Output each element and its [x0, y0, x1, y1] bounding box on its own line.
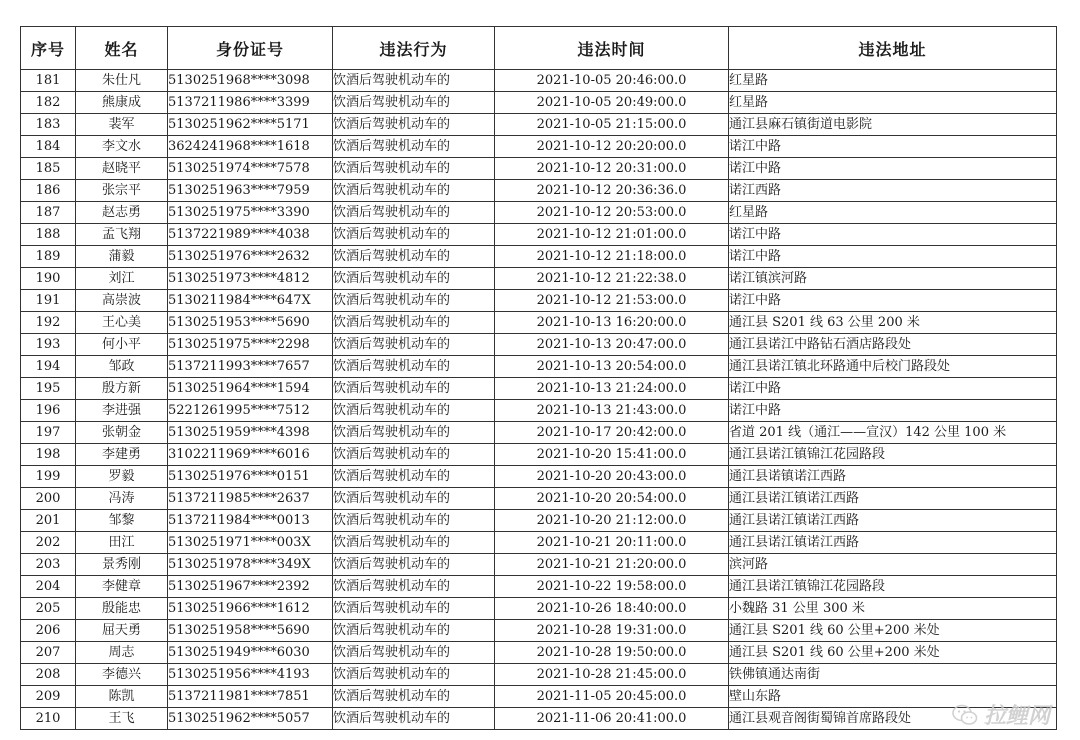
cell-address: 通江县诺江镇锦江花园路段 — [729, 576, 1057, 598]
header-name: 姓名 — [76, 27, 168, 70]
cell-name: 殷能忠 — [76, 598, 168, 620]
cell-violation: 饮酒后驾驶机动车的 — [333, 664, 495, 686]
cell-time: 2021-10-13 16:20:00.0 — [495, 312, 729, 334]
cell-seq: 197 — [21, 422, 76, 444]
cell-violation: 饮酒后驾驶机动车的 — [333, 92, 495, 114]
cell-seq: 206 — [21, 620, 76, 642]
cell-seq: 205 — [21, 598, 76, 620]
cell-id-number: 5137211986****3399 — [168, 92, 333, 114]
cell-seq: 187 — [21, 202, 76, 224]
table-row — [21, 334, 1057, 356]
cell-address: 诺江中路 — [729, 158, 1057, 180]
cell-violation: 饮酒后驾驶机动车的 — [333, 246, 495, 268]
cell-violation: 饮酒后驾驶机动车的 — [333, 114, 495, 136]
cell-violation: 饮酒后驾驶机动车的 — [333, 422, 495, 444]
cell-violation: 饮酒后驾驶机动车的 — [333, 400, 495, 422]
cell-time: 2021-10-13 20:47:00.0 — [495, 334, 729, 356]
cell-name: 熊康成 — [76, 92, 168, 114]
cell-seq: 188 — [21, 224, 76, 246]
table-row — [21, 620, 1057, 642]
cell-name: 刘江 — [76, 268, 168, 290]
cell-seq: 203 — [21, 554, 76, 576]
cell-name: 李德兴 — [76, 664, 168, 686]
cell-time: 2021-10-05 20:46:00.0 — [495, 70, 729, 92]
cell-violation: 饮酒后驾驶机动车的 — [333, 642, 495, 664]
cell-seq: 208 — [21, 664, 76, 686]
cell-seq: 202 — [21, 532, 76, 554]
cell-time: 2021-10-13 21:24:00.0 — [495, 378, 729, 400]
cell-address: 诺江西路 — [729, 180, 1057, 202]
cell-seq: 201 — [21, 510, 76, 532]
cell-id-number: 3102211969****6016 — [168, 444, 333, 466]
table-header-row — [21, 27, 1057, 70]
table-row — [21, 554, 1057, 576]
cell-time: 2021-11-05 20:45:00.0 — [495, 686, 729, 708]
cell-id-number: 5130251953****5690 — [168, 312, 333, 334]
cell-id-number: 5130251958****5690 — [168, 620, 333, 642]
cell-time: 2021-10-28 19:31:00.0 — [495, 620, 729, 642]
cell-violation: 饮酒后驾驶机动车的 — [333, 466, 495, 488]
cell-id-number: 5130251959****4398 — [168, 422, 333, 444]
cell-time: 2021-10-20 20:43:00.0 — [495, 466, 729, 488]
cell-seq: 185 — [21, 158, 76, 180]
cell-time: 2021-10-12 21:53:00.0 — [495, 290, 729, 312]
cell-address: 通江县诺江镇诺江西路 — [729, 488, 1057, 510]
cell-id-number: 5130251973****4812 — [168, 268, 333, 290]
table-row — [21, 70, 1057, 92]
cell-time: 2021-10-28 21:45:00.0 — [495, 664, 729, 686]
cell-time: 2021-10-22 19:58:00.0 — [495, 576, 729, 598]
cell-seq: 181 — [21, 70, 76, 92]
cell-name: 屈天勇 — [76, 620, 168, 642]
cell-address: 诺江中路 — [729, 246, 1057, 268]
cell-time: 2021-10-21 20:11:00.0 — [495, 532, 729, 554]
cell-name: 王心美 — [76, 312, 168, 334]
cell-violation: 饮酒后驾驶机动车的 — [333, 510, 495, 532]
cell-address: 诺江中路 — [729, 378, 1057, 400]
cell-address: 通江县 S201 线 60 公里+200 米处 — [729, 642, 1057, 664]
cell-address: 壁山东路 — [729, 686, 1057, 708]
cell-violation: 饮酒后驾驶机动车的 — [333, 180, 495, 202]
table-row — [21, 422, 1057, 444]
cell-name: 邹政 — [76, 356, 168, 378]
cell-id-number: 5130251975****3390 — [168, 202, 333, 224]
cell-time: 2021-10-20 20:54:00.0 — [495, 488, 729, 510]
cell-address: 滨河路 — [729, 554, 1057, 576]
cell-time: 2021-10-12 20:36:36.0 — [495, 180, 729, 202]
cell-name: 李文水 — [76, 136, 168, 158]
cell-time: 2021-10-12 21:18:00.0 — [495, 246, 729, 268]
cell-seq: 207 — [21, 642, 76, 664]
cell-id-number: 5130251968****3098 — [168, 70, 333, 92]
table-row — [21, 268, 1057, 290]
cell-address: 诺江中路 — [729, 136, 1057, 158]
cell-time: 2021-10-28 19:50:00.0 — [495, 642, 729, 664]
cell-id-number: 5137211981****7851 — [168, 686, 333, 708]
cell-address: 通江县诺江镇锦江花园路段 — [729, 444, 1057, 466]
cell-address: 通江县 S201 线 63 公里 200 米 — [729, 312, 1057, 334]
cell-name: 赵志勇 — [76, 202, 168, 224]
cell-address: 通江县诺江镇诺江西路 — [729, 510, 1057, 532]
table-row — [21, 224, 1057, 246]
cell-seq: 192 — [21, 312, 76, 334]
table-row — [21, 576, 1057, 598]
cell-address: 通江县诺江镇北环路通中后校门路段处 — [729, 356, 1057, 378]
cell-violation: 饮酒后驾驶机动车的 — [333, 620, 495, 642]
cell-violation: 饮酒后驾驶机动车的 — [333, 268, 495, 290]
cell-name: 陈凯 — [76, 686, 168, 708]
cell-id-number: 5130251967****2392 — [168, 576, 333, 598]
cell-seq: 210 — [21, 708, 76, 730]
table-row — [21, 532, 1057, 554]
cell-id-number: 5137211984****0013 — [168, 510, 333, 532]
table-row — [21, 246, 1057, 268]
table-row — [21, 466, 1057, 488]
cell-id-number: 5130251963****7959 — [168, 180, 333, 202]
cell-time: 2021-10-05 20:49:00.0 — [495, 92, 729, 114]
cell-id-number: 5130251975****2298 — [168, 334, 333, 356]
table-row — [21, 290, 1057, 312]
cell-violation: 饮酒后驾驶机动车的 — [333, 312, 495, 334]
table-row — [21, 180, 1057, 202]
cell-time: 2021-10-12 21:22:38.0 — [495, 268, 729, 290]
cell-address: 小魏路 31 公里 300 米 — [729, 598, 1057, 620]
header-violation: 违法行为 — [333, 27, 495, 70]
cell-name: 殷方新 — [76, 378, 168, 400]
cell-seq: 184 — [21, 136, 76, 158]
cell-address: 诺江镇滨河路 — [729, 268, 1057, 290]
cell-violation: 饮酒后驾驶机动车的 — [333, 136, 495, 158]
cell-name: 周志 — [76, 642, 168, 664]
watermark — [952, 699, 1050, 730]
table-row — [21, 356, 1057, 378]
table-row — [21, 378, 1057, 400]
cell-address: 红星路 — [729, 202, 1057, 224]
cell-name: 何小平 — [76, 334, 168, 356]
header-id: 身份证号 — [168, 27, 333, 70]
cell-violation: 饮酒后驾驶机动车的 — [333, 598, 495, 620]
cell-seq: 182 — [21, 92, 76, 114]
cell-violation: 饮酒后驾驶机动车的 — [333, 224, 495, 246]
cell-name: 王飞 — [76, 708, 168, 730]
cell-address: 诺江中路 — [729, 400, 1057, 422]
cell-seq: 193 — [21, 334, 76, 356]
table-row — [21, 444, 1057, 466]
cell-name: 孟飞翔 — [76, 224, 168, 246]
cell-seq: 186 — [21, 180, 76, 202]
table-row — [21, 642, 1057, 664]
table-row — [21, 708, 1057, 730]
cell-name: 冯涛 — [76, 488, 168, 510]
cell-name: 裴军 — [76, 114, 168, 136]
table-row — [21, 158, 1057, 180]
cell-seq: 191 — [21, 290, 76, 312]
cell-id-number: 5130211984****647X — [168, 290, 333, 312]
cell-address: 通江县诺江中路钻石酒店路段处 — [729, 334, 1057, 356]
cell-violation: 饮酒后驾驶机动车的 — [333, 444, 495, 466]
cell-id-number: 5137221989****4038 — [168, 224, 333, 246]
cell-id-number: 5130251976****2632 — [168, 246, 333, 268]
cell-seq: 200 — [21, 488, 76, 510]
cell-id-number: 5130251974****7578 — [168, 158, 333, 180]
table-row — [21, 312, 1057, 334]
cell-violation: 饮酒后驾驶机动车的 — [333, 202, 495, 224]
cell-address: 红星路 — [729, 70, 1057, 92]
cell-address: 省道 201 线（通江——宣汉）142 公里 100 米 — [729, 422, 1057, 444]
cell-id-number: 5130251962****5171 — [168, 114, 333, 136]
wechat-icon — [952, 704, 978, 726]
cell-id-number: 5221261995****7512 — [168, 400, 333, 422]
cell-seq: 198 — [21, 444, 76, 466]
cell-seq: 190 — [21, 268, 76, 290]
cell-time: 2021-10-17 20:42:00.0 — [495, 422, 729, 444]
cell-time: 2021-10-20 21:12:00.0 — [495, 510, 729, 532]
cell-seq: 194 — [21, 356, 76, 378]
cell-name: 李健章 — [76, 576, 168, 598]
cell-violation: 饮酒后驾驶机动车的 — [333, 686, 495, 708]
cell-name: 张宗平 — [76, 180, 168, 202]
cell-name: 罗毅 — [76, 466, 168, 488]
cell-address: 通江县观音阁街蜀锦首席路段处 — [729, 708, 1057, 730]
cell-address: 诺江中路 — [729, 224, 1057, 246]
table-row — [21, 488, 1057, 510]
cell-id-number: 3624241968****1618 — [168, 136, 333, 158]
cell-violation: 饮酒后驾驶机动车的 — [333, 356, 495, 378]
cell-name: 田江 — [76, 532, 168, 554]
table-row — [21, 510, 1057, 532]
cell-name: 高崇波 — [76, 290, 168, 312]
cell-time: 2021-10-20 15:41:00.0 — [495, 444, 729, 466]
violation-records-table — [20, 26, 1057, 730]
cell-violation: 饮酒后驾驶机动车的 — [333, 334, 495, 356]
cell-seq: 199 — [21, 466, 76, 488]
cell-violation: 饮酒后驾驶机动车的 — [333, 532, 495, 554]
cell-address: 通江县诺江镇诺江西路 — [729, 532, 1057, 554]
cell-id-number: 5130251962****5057 — [168, 708, 333, 730]
cell-time: 2021-10-12 20:31:00.0 — [495, 158, 729, 180]
watermark-text: 拉鲤网 — [983, 704, 1050, 729]
table-row — [21, 202, 1057, 224]
cell-time: 2021-10-26 18:40:00.0 — [495, 598, 729, 620]
table-body — [21, 70, 1057, 730]
table-row — [21, 114, 1057, 136]
table-row — [21, 686, 1057, 708]
header-address: 违法地址 — [729, 27, 1057, 70]
cell-name: 赵晓平 — [76, 158, 168, 180]
cell-time: 2021-10-05 21:15:00.0 — [495, 114, 729, 136]
cell-address: 通江县麻石镇街道电影院 — [729, 114, 1057, 136]
cell-time: 2021-10-12 20:20:00.0 — [495, 136, 729, 158]
cell-time: 2021-10-13 20:54:00.0 — [495, 356, 729, 378]
cell-id-number: 5137211985****2637 — [168, 488, 333, 510]
cell-address: 通江县 S201 线 60 公里+200 米处 — [729, 620, 1057, 642]
cell-seq: 183 — [21, 114, 76, 136]
table-row — [21, 664, 1057, 686]
cell-seq: 195 — [21, 378, 76, 400]
cell-time: 2021-10-13 21:43:00.0 — [495, 400, 729, 422]
cell-violation: 饮酒后驾驶机动车的 — [333, 378, 495, 400]
cell-name: 景秀刚 — [76, 554, 168, 576]
cell-time: 2021-10-12 20:53:00.0 — [495, 202, 729, 224]
cell-id-number: 5130251949****6030 — [168, 642, 333, 664]
cell-name: 张朝金 — [76, 422, 168, 444]
cell-violation: 饮酒后驾驶机动车的 — [333, 290, 495, 312]
cell-seq: 209 — [21, 686, 76, 708]
cell-time: 2021-10-12 21:01:00.0 — [495, 224, 729, 246]
cell-address: 通江县诺镇诺江西路 — [729, 466, 1057, 488]
table-row — [21, 598, 1057, 620]
cell-violation: 饮酒后驾驶机动车的 — [333, 554, 495, 576]
cell-violation: 饮酒后驾驶机动车的 — [333, 708, 495, 730]
cell-time: 2021-10-21 21:20:00.0 — [495, 554, 729, 576]
header-seq: 序号 — [21, 27, 76, 70]
cell-seq: 204 — [21, 576, 76, 598]
cell-id-number: 5137211993****7657 — [168, 356, 333, 378]
header-time: 违法时间 — [495, 27, 729, 70]
cell-id-number: 5130251964****1594 — [168, 378, 333, 400]
cell-id-number: 5130251976****0151 — [168, 466, 333, 488]
table-row — [21, 400, 1057, 422]
cell-seq: 196 — [21, 400, 76, 422]
cell-time: 2021-11-06 20:41:00.0 — [495, 708, 729, 730]
cell-id-number: 5130251978****349X — [168, 554, 333, 576]
cell-violation: 饮酒后驾驶机动车的 — [333, 70, 495, 92]
cell-name: 李建勇 — [76, 444, 168, 466]
cell-seq: 189 — [21, 246, 76, 268]
cell-violation: 饮酒后驾驶机动车的 — [333, 158, 495, 180]
cell-address: 诺江中路 — [729, 290, 1057, 312]
cell-id-number: 5130251966****1612 — [168, 598, 333, 620]
cell-id-number: 5130251956****4193 — [168, 664, 333, 686]
cell-address: 铁佛镇通达南街 — [729, 664, 1057, 686]
cell-name: 朱仕凡 — [76, 70, 168, 92]
table-row — [21, 136, 1057, 158]
cell-id-number: 5130251971****003X — [168, 532, 333, 554]
table-row — [21, 92, 1057, 114]
cell-name: 蒲毅 — [76, 246, 168, 268]
cell-address: 红星路 — [729, 92, 1057, 114]
cell-name: 李进强 — [76, 400, 168, 422]
cell-violation: 饮酒后驾驶机动车的 — [333, 576, 495, 598]
cell-name: 邹黎 — [76, 510, 168, 532]
cell-violation: 饮酒后驾驶机动车的 — [333, 488, 495, 510]
